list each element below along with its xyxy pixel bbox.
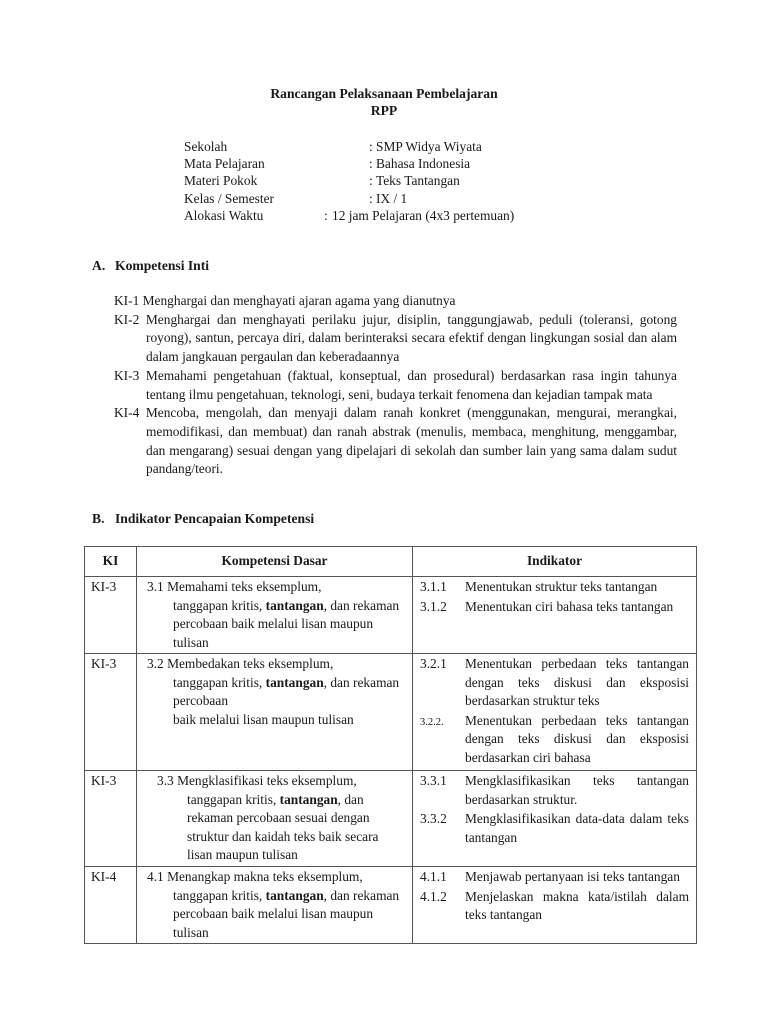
kd-text: tanggapan kritis,: [187, 791, 280, 807]
indicator-item: [420, 578, 689, 597]
meta-colon: :: [369, 173, 373, 189]
kd-keyword: tantangan: [265, 674, 324, 690]
kd-continuation: [147, 674, 404, 711]
kd-cell: [137, 577, 413, 654]
kd-keyword: tantangan: [265, 887, 324, 903]
section-b-letter: B.: [92, 511, 105, 526]
meta-value: Teks Tantangan: [376, 173, 460, 189]
kd-cell: [137, 654, 413, 771]
kd-first-line: 3.1 Memahami teks eksemplum,: [147, 579, 322, 594]
table-row: [85, 577, 697, 654]
table-row: [85, 654, 697, 771]
kd-cell: [137, 867, 413, 944]
ki-cell: KI-3: [85, 654, 137, 771]
indicator-number: 3.3.1: [420, 773, 447, 788]
section-b-heading: [92, 511, 314, 527]
section-a-title: Kompetensi Inti: [115, 258, 210, 273]
header-ki: KI: [85, 547, 137, 577]
indicator-number: 3.1.2: [420, 598, 447, 614]
ki-cell: KI-4: [85, 867, 137, 944]
table-row: [85, 867, 697, 944]
indicator-cell: [413, 654, 697, 771]
meta-value: 12 jam Pelajaran (4x3 pertemuan): [332, 207, 515, 223]
core-competency-list: [114, 292, 677, 479]
meta-label: Mata Pelajaran: [184, 156, 265, 172]
indicator-item: [420, 868, 689, 887]
ki-item: KI-3 Memahami pengetahuan (faktual, konseptual, dan prosedural) berdasarkan rasa ingin tahunya tentang ilmu pengetahuan, teknologi, seni, budaya terkait fenomena dan kejadian tampak mata: [114, 367, 677, 402]
indicator-item: [420, 712, 689, 768]
kd-continuation: [147, 791, 404, 865]
section-a-heading: [92, 258, 209, 274]
kd-keyword: tantangan: [279, 791, 338, 807]
kd-text: , dan rekaman percobaan baik melalui lisan maupun tulisan: [173, 887, 400, 940]
meta-label: Materi Pokok: [184, 173, 258, 189]
indicator-number: 3.2.2.: [420, 716, 444, 728]
indicator-text: Menentukan struktur teks tantangan: [465, 579, 658, 594]
section-b-title: Indikator Pencapaian Kompetensi: [115, 511, 315, 526]
indicator-text: Menentukan perbedaan teks tantangan dengan teks diskusi dan eksposisi berdasarkan struktur teks: [465, 656, 689, 708]
meta-label: Sekolah: [184, 139, 228, 154]
meta-label: Alokasi Waktu: [184, 207, 264, 223]
indicator-cell: [413, 771, 697, 867]
indicator-text: Menjelaskan makna kata/istilah dalam teks tantangan: [465, 888, 689, 922]
section-a-letter: A.: [92, 258, 106, 273]
indicator-text: Mengklasifikasikan data-data dalam teks tantangan: [465, 811, 689, 845]
indicator-item: [420, 810, 689, 847]
indicator-number: 3.3.2: [420, 811, 447, 826]
kd-cell: [137, 771, 413, 867]
table-row: [85, 771, 697, 867]
meta-colon: :: [369, 139, 373, 154]
kd-text: tanggapan kritis,: [173, 674, 266, 690]
kd-first-line: 3.2 Membedakan teks eksemplum,: [147, 656, 334, 671]
kd-first-line: 3.3 Mengklasifikasi teks eksemplum,: [157, 773, 357, 788]
indicator-item: [420, 655, 689, 711]
indicator-item: [420, 888, 689, 925]
ki-item: KI-4 Mencoba, mengolah, dan menyaji dalam ranah konkret (menggunakan, mengurai, merangkai, memodifikasi, dan membuat) dan ranah abstrak (menulis, membaca, menghitung, menggambar, dan mengarang) sesuai dengan yang dipelajari di sekolah dan sumber lain yang sama dalam sudut pandang/teori.: [114, 405, 677, 477]
indicator-text: Menjawab pertanyaan isi teks tantangan: [465, 869, 680, 884]
indicator-item: [420, 598, 689, 617]
kd-text: , dan rekaman percobaan baik melalui lisan maupun tulisan: [173, 597, 400, 650]
kd-text: tanggapan kritis,: [173, 887, 266, 903]
indicator-number: 3.2.1: [420, 656, 447, 671]
meta-value: SMP Widya Wiyata: [376, 139, 482, 154]
table-header-row: [85, 547, 697, 577]
kd-text: , dan rekaman percobaan: [173, 674, 400, 708]
indicator-cell: [413, 867, 697, 944]
header-indikator: Indikator: [413, 547, 697, 577]
indicator-text: Menentukan ciri bahasa teks tantangan: [465, 598, 674, 614]
indicator-number: 4.1.1: [420, 869, 447, 884]
indicator-item: [420, 772, 689, 809]
meta-value: IX / 1: [376, 190, 408, 206]
kd-text: tanggapan kritis,: [173, 597, 266, 613]
document-title: Rancangan Pelaksanaan Pembelajaran: [270, 86, 498, 101]
header-kompetensi-dasar: Kompetensi Dasar: [137, 547, 413, 577]
indicator-cell: [413, 577, 697, 654]
indicator-number: 4.1.2: [420, 888, 447, 904]
kd-continuation: [147, 887, 404, 943]
meta-colon: :: [369, 156, 373, 172]
kd-text: , dan rekaman percobaan sesuai dengan struktur dan kaidah teks baik secara lisan maupun tulisan: [187, 791, 379, 862]
indicator-table: [84, 546, 697, 944]
indicator-text: Menentukan perbedaan teks tantangan dengan teks diskusi dan eksposisi berdasarkan ciri bahasa: [465, 712, 689, 765]
ki-cell: KI-3: [85, 771, 137, 867]
meta-label: Kelas / Semester: [184, 190, 274, 206]
kd-continuation: [147, 597, 404, 653]
meta-colon: :: [324, 207, 328, 223]
meta-colon: :: [369, 190, 373, 206]
meta-value: Bahasa Indonesia: [376, 156, 471, 172]
kd-keyword: tantangan: [265, 597, 324, 613]
ki-item: KI-2 Menghargai dan menghayati perilaku jujur, disiplin, tanggungjawab, peduli (toleransi, gotong royong), santun, percaya diri, dalam berinteraksi secara efektif dengan lingkungan sosial dan alam dalam jangkauan pergaulan dan keberadaannya: [114, 311, 677, 365]
indicator-number: 3.1.1: [420, 579, 447, 594]
kd-first-line: 4.1 Menangkap makna teks eksemplum,: [147, 869, 363, 884]
ki-item: KI-1 Menghargai dan menghayati ajaran agama yang dianutnya: [114, 293, 456, 308]
document-subtitle: RPP: [370, 103, 398, 118]
indicator-text: Mengklasifikasikan teks tantangan berdasarkan struktur.: [465, 773, 689, 807]
kd-extra-line: baik melalui lisan maupun tulisan: [173, 711, 354, 727]
ki-cell: KI-3: [85, 577, 137, 654]
